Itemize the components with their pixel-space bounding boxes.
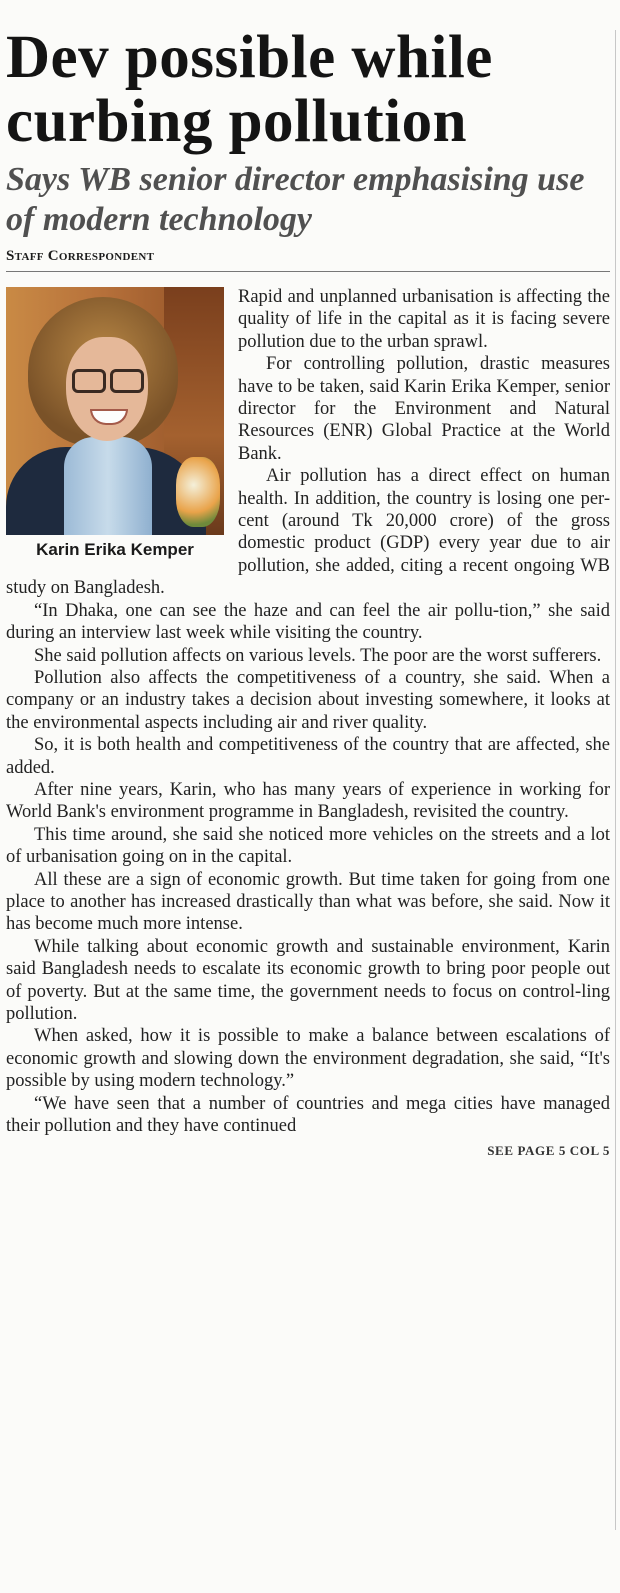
paragraph: She said pollution affects on various levels. The poor are the worst sufferers. (34, 645, 602, 666)
continued-note: SEE PAGE 5 COL 5 (487, 1143, 610, 1159)
subheadline: Says WB senior director emphasising use of modern technology (6, 161, 585, 238)
byline: Staff Correspondent (6, 248, 155, 264)
paragraph: This time around, she said she noticed more vehicles on the streets and a lot of urbanisation going on in the capital. (6, 824, 610, 868)
headline: Dev possible while curbing pollution (6, 24, 493, 155)
paragraph: All these are a sign of economic growth. But time taken for going from one place to another has increased drastically than what was before, she said. Now it has become much more intense. (6, 869, 610, 935)
paragraph: While talking about economic growth and sustainable environment, Karin said Bangladesh needs to escalate its economic growth to bring poor people out of poverty. But at the same time, the government needs to focus on control-ling pollution. (6, 936, 610, 1024)
paragraph: After nine years, Karin, who has many years of experience in working for World Bank's environment programme in Bangladesh, revisited the country. (6, 779, 610, 823)
photo-caption: Karin Erika Kemper (36, 540, 194, 559)
paragraph: Pollution also affects the competitiveness of a country, she said. When a company or an industry takes a decision about investing somewhere, it looks at the environmental aspects including air and river quality. (6, 667, 610, 733)
paragraph: “We have seen that a number of countries and mega cities have managed their pollution and they have continued (6, 1093, 610, 1137)
paragraph: For controlling pollution, drastic measures have to be taken, said Karin Erika Kemper, senior director for the Environment and Natural Resources (ENR) Global Practice at the World Bank. (238, 354, 610, 464)
paragraph: When asked, how it is possible to make a balance between escalations of economic growth and slowing down the environment degradation, she said, “It's possible by using modern technology.” (6, 1026, 610, 1092)
paragraph: “In Dhaka, one can see the haze and can feel the air pollu-tion,” she said during an interview last week while visiting the country. (6, 600, 610, 644)
paragraph: So, it is both health and competitiveness of the country that are affected, she added. (6, 735, 610, 778)
column-rule (615, 30, 616, 1530)
portrait-photo (6, 287, 224, 535)
photo-block (6, 287, 224, 561)
paragraph: Air pollution has a direct effect on human health. In addition, the country is losing one per-cent (around Tk 20,000 crore) of the gross domestic product (GDP) every year due to air pollution, she added, citing a recent ongoing WB study on Bangladesh. (6, 466, 610, 599)
paragraph: Rapid and unplanned urbanisation is affecting the quality of life in the capital as it is facing severe pollution due to the urban sprawl. (238, 287, 610, 352)
